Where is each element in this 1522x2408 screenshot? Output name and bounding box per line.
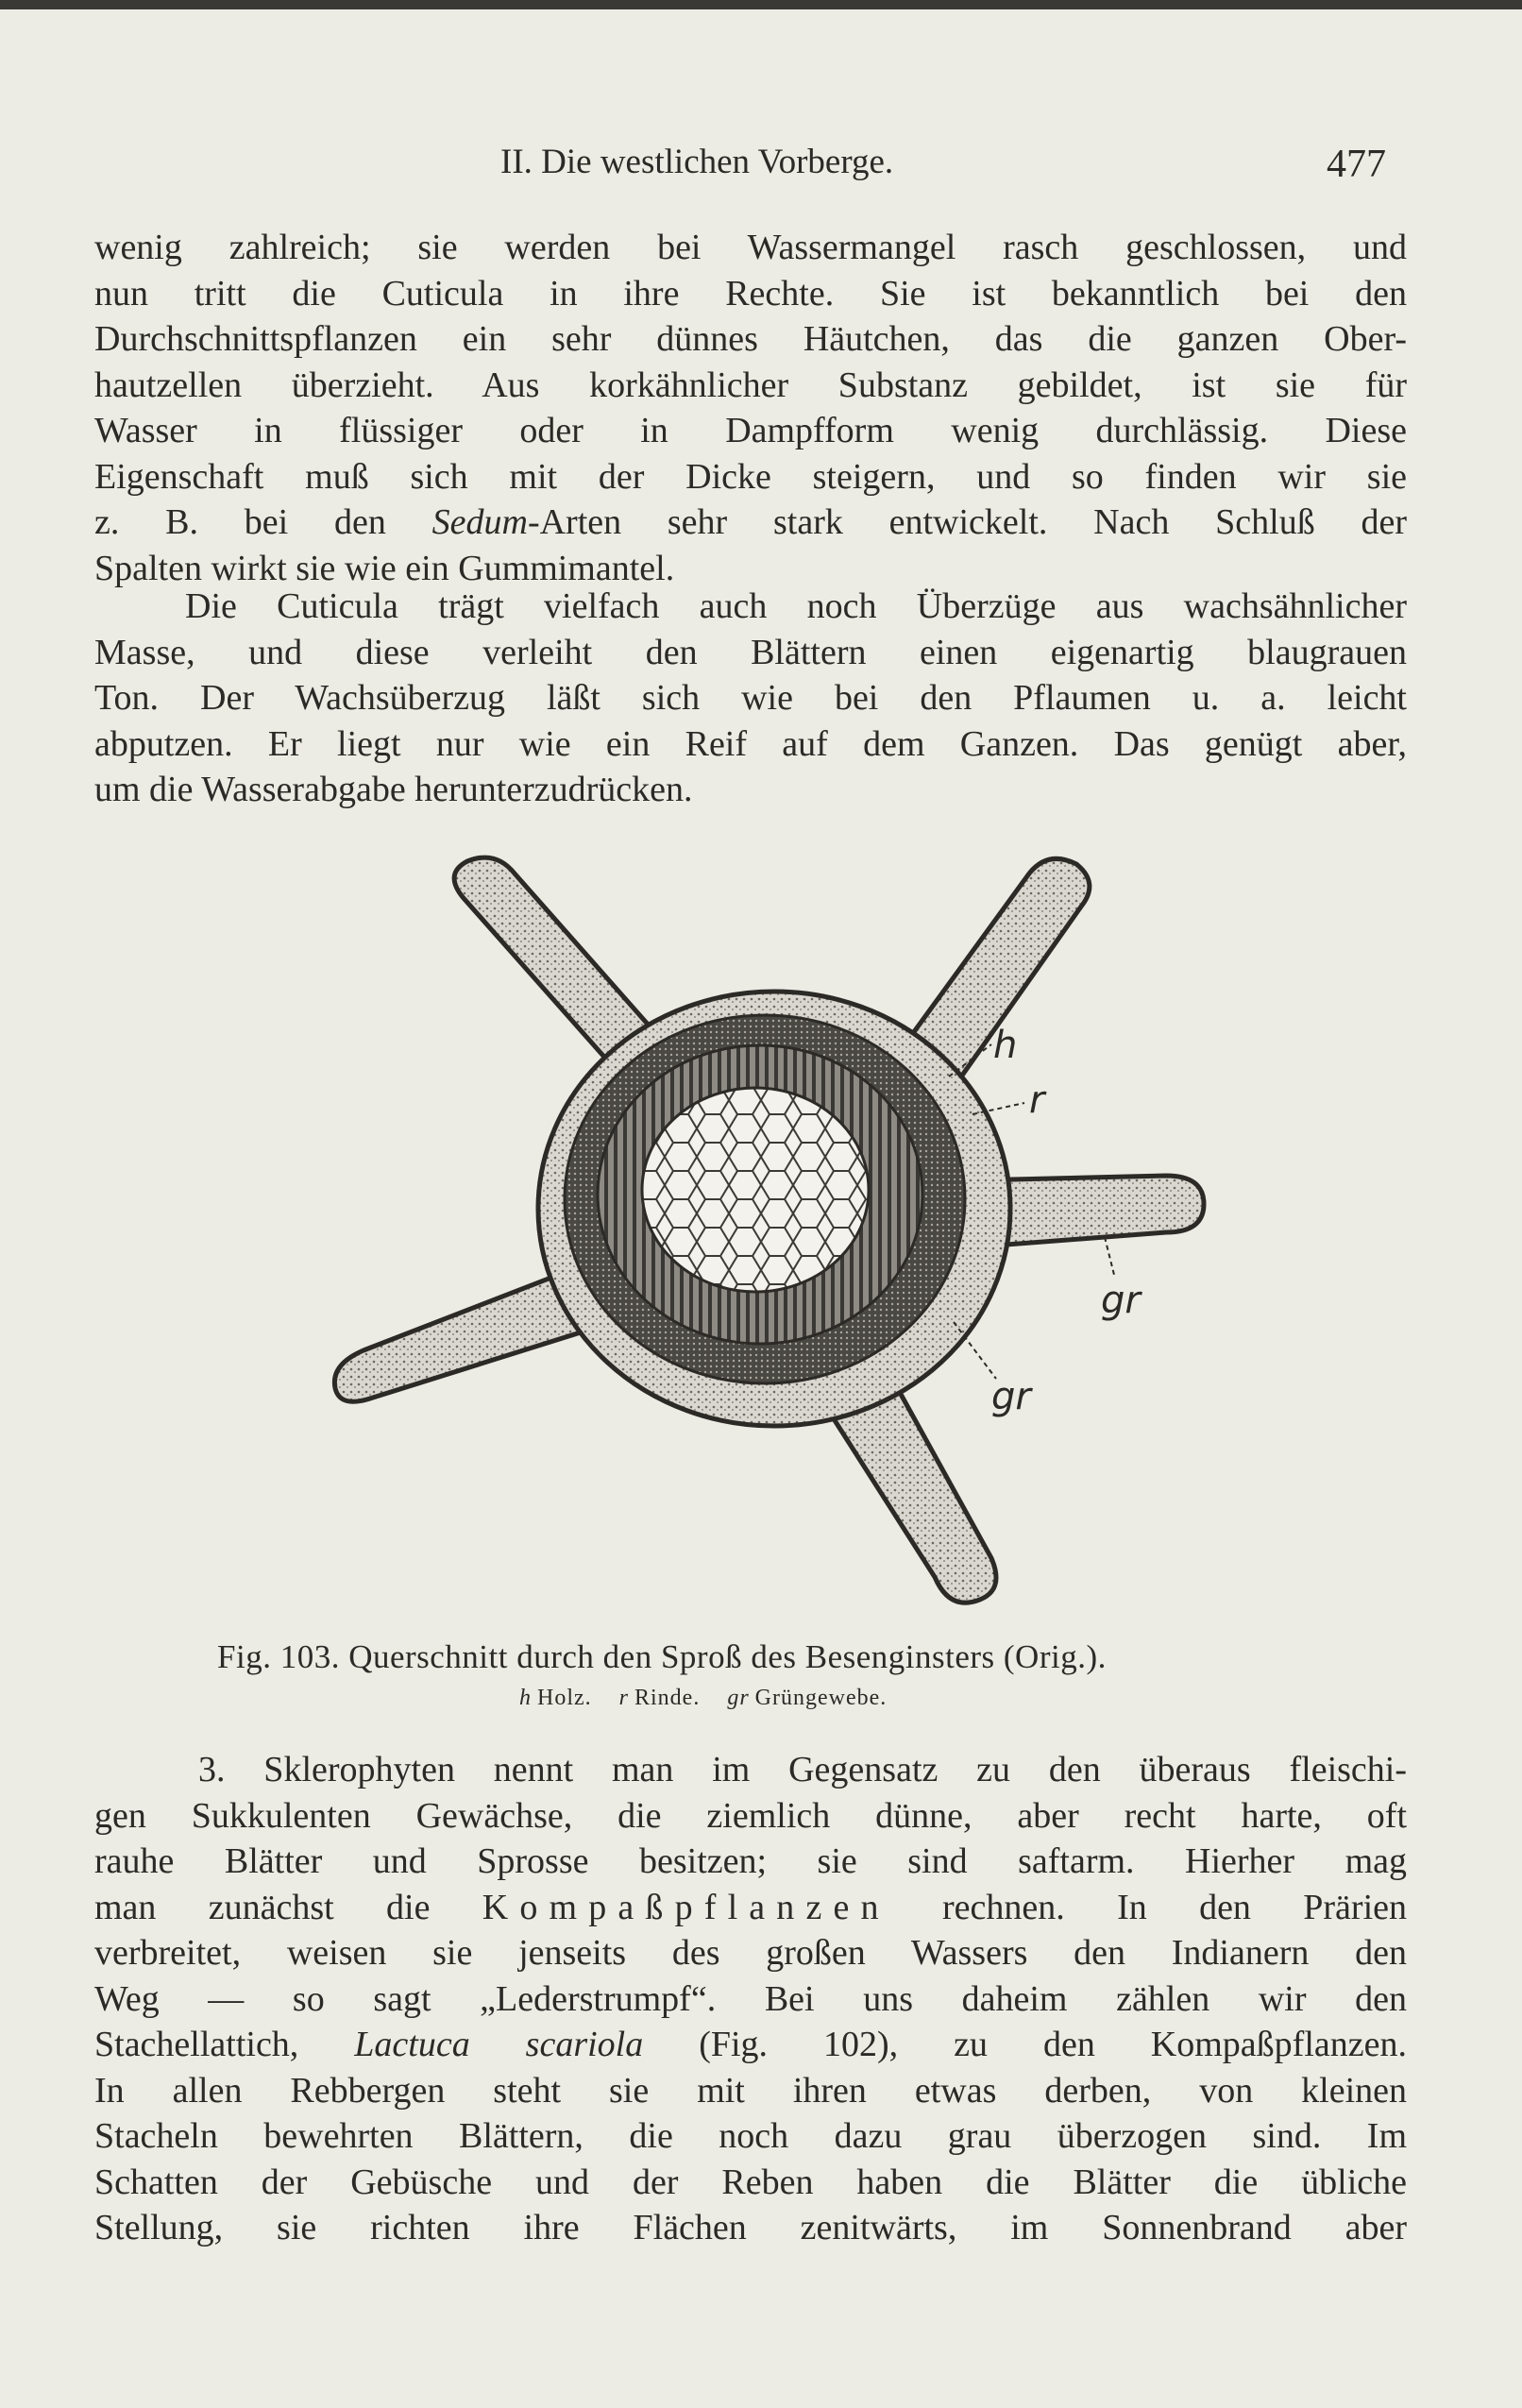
running-title: II. Die westlichen Vorberge. (500, 143, 894, 181)
figure-caption: Fig. 103. Querschnitt durch den Sproß des Besenginsters (Orig.). (217, 1638, 1107, 1675)
text-line: um die Wasserabgabe herunterzudrücken. (94, 770, 693, 809)
text-line: nun tritt die Cuticula in ihre Rechte. Sie ist bekanntlich bei den (94, 273, 1407, 314)
text-line: Eigenschaft muß sich mit der Dicke steigern, und so finden wir sie (94, 456, 1407, 497)
text-line: Spalten wirkt sie wie ein Gummimantel. (94, 548, 675, 588)
figure-legend (519, 1686, 1086, 1711)
text-segment: -Arten sehr stark entwickelt. Nach Schluß der (527, 502, 1407, 542)
text-line: hautzellen überzieht. Aus korkähnlicher Substanz gebildet, ist sie für (94, 365, 1407, 405)
text-line: Durchschnittspflanzen ein sehr dünnes Häutchen, das die ganzen Ober- (94, 319, 1407, 359)
leader-line-gr1 (1105, 1237, 1114, 1275)
text-segment: (Fig. 102), zu den Kompaßpflanzen. (643, 2025, 1407, 2064)
label-r: r (1029, 1078, 1045, 1122)
text-line: Ton. Der Wachsüberzug läßt sich wie bei den Pflaumen u. a. leicht (94, 678, 1407, 718)
text-line: Stellung, sie richten ihre Flächen zenitwärts, im Sonnenbrand aber (94, 2208, 1407, 2247)
legend-abbr-r: r (618, 1686, 629, 1710)
text-line (94, 2022, 1407, 2068)
page-edge-shadow (0, 0, 1522, 9)
page-number: 477 (1327, 143, 1386, 186)
text-line: In allen Rebbergen steht sie mit ihren etwas derben, von kleinen (94, 2070, 1407, 2111)
text-segment: z. B. bei den (94, 502, 432, 542)
text-segment: rechnen. In den Prärien (889, 1887, 1407, 1927)
text-line: Schatten der Gebüsche und der Reben haben die Blätter die übliche (94, 2162, 1407, 2202)
pith (642, 1088, 869, 1292)
text-line (94, 1885, 1407, 1931)
paragraph-cuticula (94, 225, 1407, 591)
text-line: abputzen. Er liegt nur wie ein Reif auf dem Ganzen. Das genügt aber, (94, 723, 1407, 764)
legend-text-h: Holz. (537, 1686, 592, 1710)
text-line: Weg — so sagt „Lederstrumpf“. Bei uns daheim zählen wir den (94, 1978, 1407, 2019)
paragraph-wax-coating (94, 584, 1407, 813)
label-gr-lower: gr (991, 1375, 1031, 1418)
leader-line-gr2 (954, 1322, 996, 1379)
text-segment: man zunächst die (94, 1887, 482, 1927)
legend-text-gr: Grüngewebe. (754, 1686, 888, 1710)
text-line: Masse, und diese verleiht den Blättern einen eigenartig blaugrauen (94, 632, 1407, 672)
figure-stem-cross-section (312, 831, 1237, 1643)
label-h: h (993, 1024, 1018, 1067)
text-line (94, 500, 1407, 546)
paragraph-sclerophytes (94, 1747, 1407, 2251)
legend-abbr-gr: gr (727, 1686, 750, 1710)
spaced-term-kompasspflanzen: Kompaßpflanzen (482, 1887, 890, 1927)
text-segment: Stachellattich, (94, 2025, 355, 2064)
legend-text-r: Rinde. (634, 1686, 701, 1710)
italic-term-lactuca: Lactuca scariola (354, 2025, 644, 2064)
legend-abbr-h: h (519, 1686, 532, 1710)
text-line: Wasser in flüssiger oder in Dampfform wenig durchlässig. Diese (94, 411, 1407, 450)
text-line: Die Cuticula trägt vielfach auch noch Überzüge aus wachsähnlicher (185, 586, 1407, 626)
cross-section-illustration (312, 831, 1237, 1643)
page-header (94, 142, 1397, 189)
text-line: Stacheln bewehrten Blättern, die noch dazu grau überzogen sind. Im (94, 2116, 1407, 2156)
text-line: gen Sukkulenten Gewächse, die ziemlich dünne, aber recht harte, oft (94, 1795, 1407, 1836)
text-line: verbreitet, weisen sie jenseits des großen Wassers den Indianern den (94, 1933, 1407, 1973)
text-line: rauhe Blätter und Sprosse besitzen; sie sind saftarm. Hierher mag (94, 1841, 1407, 1881)
text-line: 3. Sklerophyten nennt man im Gegensatz zu den überaus fleischi- (198, 1750, 1407, 1789)
label-gr-right: gr (1101, 1279, 1141, 1322)
text-line: wenig zahlreich; sie werden bei Wassermangel rasch geschlossen, und (94, 228, 1407, 267)
italic-term-sedum: Sedum (431, 502, 528, 542)
